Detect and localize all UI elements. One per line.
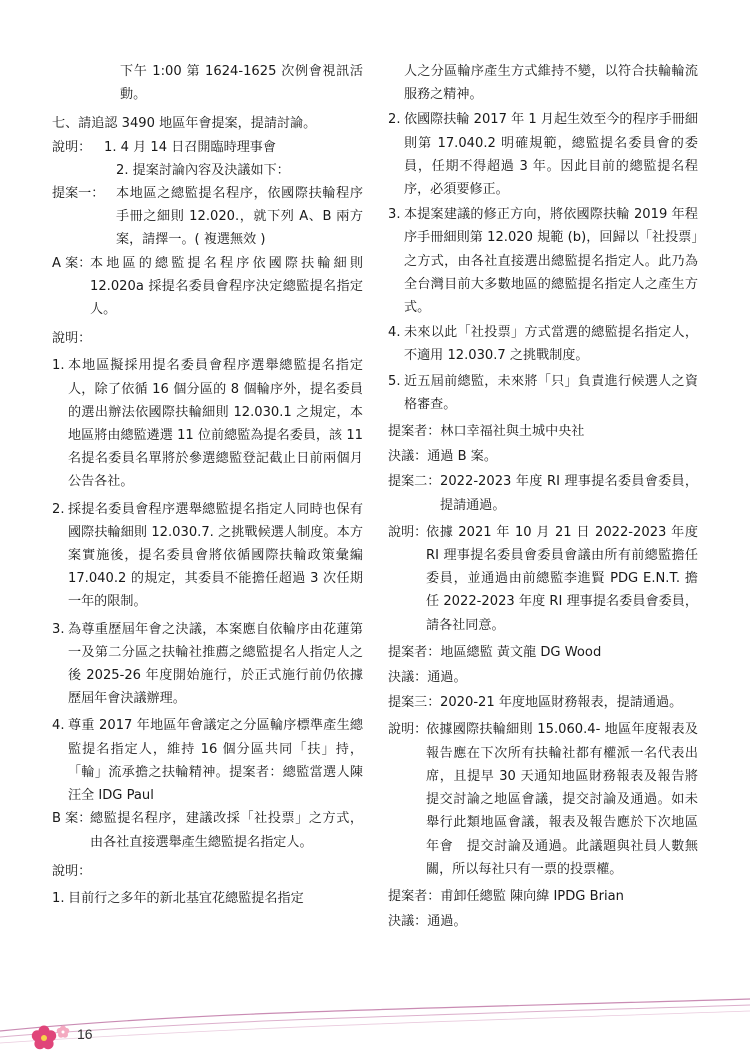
plan-a-point-4 <box>52 714 363 807</box>
item-seven: 七、請追認 3490 地區年會提案，提請討論。 <box>52 116 317 132</box>
plan-b <box>52 807 363 853</box>
explanation-text: 依據 2021 年 10 月 21 日 2022-2023 年度 RI 理事提名委員會委員會議由所有前總監擔任委員，並通過由前總監李進賢 PDG E.N.T. 擔任 2022-2023 年度 RI 理事提名委員會委員，請各社同意。 <box>426 524 698 633</box>
resolution-2: 決議：通過。 <box>388 670 467 686</box>
point-text: 近五屆前總監，未來將「只」負責進行候選人之資格審查。 <box>404 373 698 412</box>
proposer-1: 提案者：林口幸福社與土城中央社 <box>388 424 585 440</box>
point-text: 採提名委員會程序選舉總監提名指定人同時也保有國際扶輪細則 12.030.7. 之挑戰候選人制度。本方案實施後，提名委員會將依循國際扶輪政策彙編 17.040.2 的規定，其委員不能擔任超過 3 次任期一年的限制。 <box>68 501 363 610</box>
continuation-text: 下午 1:00 第 1624-1625 次例會視訊活動。 <box>120 64 363 103</box>
right-column <box>388 60 698 933</box>
point-number: 3. <box>388 207 401 223</box>
point-text: 本提案建議的修正方向，將依國際扶輪 2019 年程序手冊細則第 12.020 規範 (b)，回歸以「社投票」之方式，由各社直接選出總監提名指定人。此乃為全台灣目前大多數地區的總監提名指定人之產生方式。 <box>404 207 698 316</box>
proposal-two <box>388 470 698 516</box>
proposer-3: 提案者：甫卸任總監 陳向緯 IPDG Brian <box>388 888 624 904</box>
plan-b-point-4 <box>388 321 698 367</box>
point-number: 2. <box>388 112 401 128</box>
point-text: 依國際扶輪 2017 年 1 月起生效至今的程序手冊細則第 17.040.2 明確規範，總監提名委員會的委員，任期不得超過 3 年。因此目前的總監提名程序，必須要修正。 <box>404 112 698 198</box>
point-text: 為尊重歷屆年會之決議，本案應自依輪序由花蓮第一及第二分區之扶輪社推薦之總監提名人指定人之後 2025-26 年度開始施行，於正式施行前仍依據歷屆年會決議辦理。 <box>68 621 363 707</box>
point-text: 未來以此「社投票」方式當選的總監提名指定人，不適用 12.030.7 之挑戰制度。 <box>404 325 698 364</box>
plan-a-text: 本地區的總監提名程序依國際扶輪細則 12.020a 採提名委員會程序決定總監提名指定人。 <box>90 255 363 318</box>
explanation-line-1: 1. 4 月 14 日召開臨時理事會 <box>104 139 276 155</box>
proposal-two-explanation <box>388 521 698 637</box>
explanation-label: 說明： <box>52 139 92 155</box>
point-number: 4. <box>388 325 401 341</box>
resolution-1: 決議：通過 B 案。 <box>388 449 497 465</box>
proposer-2: 提案者：地區總監 黃文龍 DG Wood <box>388 644 602 660</box>
plan-b-point-1 <box>52 887 363 910</box>
flower-icon <box>30 1020 74 1056</box>
plan-b-point-3 <box>388 203 698 319</box>
proposal-two-text: 2022-2023 年度 RI 理事提名委員會委員，提請通過。 <box>440 474 698 513</box>
plan-a-point-3 <box>52 618 363 711</box>
point-number: 4. <box>52 718 65 734</box>
explanation-text: 依據國際扶輪細則 15.060.4- 地區年度報表及報告應在下次所有扶輪社都有權派一名代表出席，且提早 30 天通知地區財務報表及報告將提交討論之地區會議，提交討論及通過。如未舉行此類地區會議，報表及報告應於下次地區年會 提交討論及通過。此議題與社員人數無關，所以每社只有一票的投票權。 <box>426 722 698 877</box>
point-number: 2. <box>52 501 65 517</box>
footer-swoosh <box>0 991 750 1061</box>
plan-b-point-2 <box>388 108 698 201</box>
proposal-one-text: 本地區之總監提名程序，依國際扶輪程序手冊之細則 12.020.，就下列 A、B 兩方案，請擇一。( 複選無效 ) <box>116 186 363 248</box>
proposal-three-explanation <box>388 718 698 880</box>
resolution-3: 決議：通過。 <box>388 914 467 930</box>
point-text: 本地區擬採用提名委員會程序選舉總監提名指定人，除了依循 16 個分區的 8 個輪序外，提名委員的選出辦法依國際扶輪細則 12.030.1 之規定，本地區將由總監遴選 11 位前總監為提名委員，該 11 名提名委員名單將於參選總監登記截止日前兩個月公告各社。 <box>68 358 363 490</box>
proposal-two-label: 提案二： <box>388 474 441 490</box>
explanation-label: 說明： <box>388 722 428 738</box>
point-number: 5. <box>388 373 401 389</box>
plan-a-label: A 案： <box>52 255 92 271</box>
left-column <box>52 60 363 910</box>
point-number: 3. <box>52 621 65 637</box>
continuation-text: 人之分區輪序產生方式維持不變，以符合扶輪輪流服務之精神。 <box>404 64 698 103</box>
explanation-label-2: 說明： <box>52 331 92 347</box>
plan-a-point-2 <box>52 498 363 614</box>
page-number: 16 <box>77 1026 93 1042</box>
explanation-line-2: 2. 提案討論內容及決議如下： <box>116 162 290 178</box>
proposal-three-label: 提案三： <box>388 695 441 711</box>
explanation-block <box>52 136 363 182</box>
proposal-one <box>52 182 363 252</box>
explanation-label-3: 說明： <box>52 863 92 879</box>
point-number: 1. <box>52 358 65 374</box>
plan-b-text: 總監提名程序，建議改採「社投票」之方式，由各社直接選舉產生總監提名指定人。 <box>90 811 363 850</box>
point-number: 1. <box>52 890 65 906</box>
point-text: 目前行之多年的新北基宜花總監提名指定 <box>68 890 304 906</box>
proposal-one-label: 提案一： <box>52 186 105 202</box>
plan-a <box>52 252 363 322</box>
plan-b-point-5 <box>388 370 698 416</box>
point-text: 尊重 2017 年地區年會議定之分區輪序標準產生總監提名指定人，維持 16 個分區共同「扶」持，「輪」流承擔之扶輪精神。提案者：總監當選人陳汪全 IDG Paul <box>68 718 363 804</box>
plan-a-point-1 <box>52 354 363 493</box>
proposal-three-text: 2020-21 年度地區財務報表，提請通過。 <box>440 695 683 711</box>
explanation-label: 說明： <box>388 524 428 540</box>
plan-b-label: B 案： <box>52 811 92 827</box>
proposal-three <box>388 691 698 714</box>
